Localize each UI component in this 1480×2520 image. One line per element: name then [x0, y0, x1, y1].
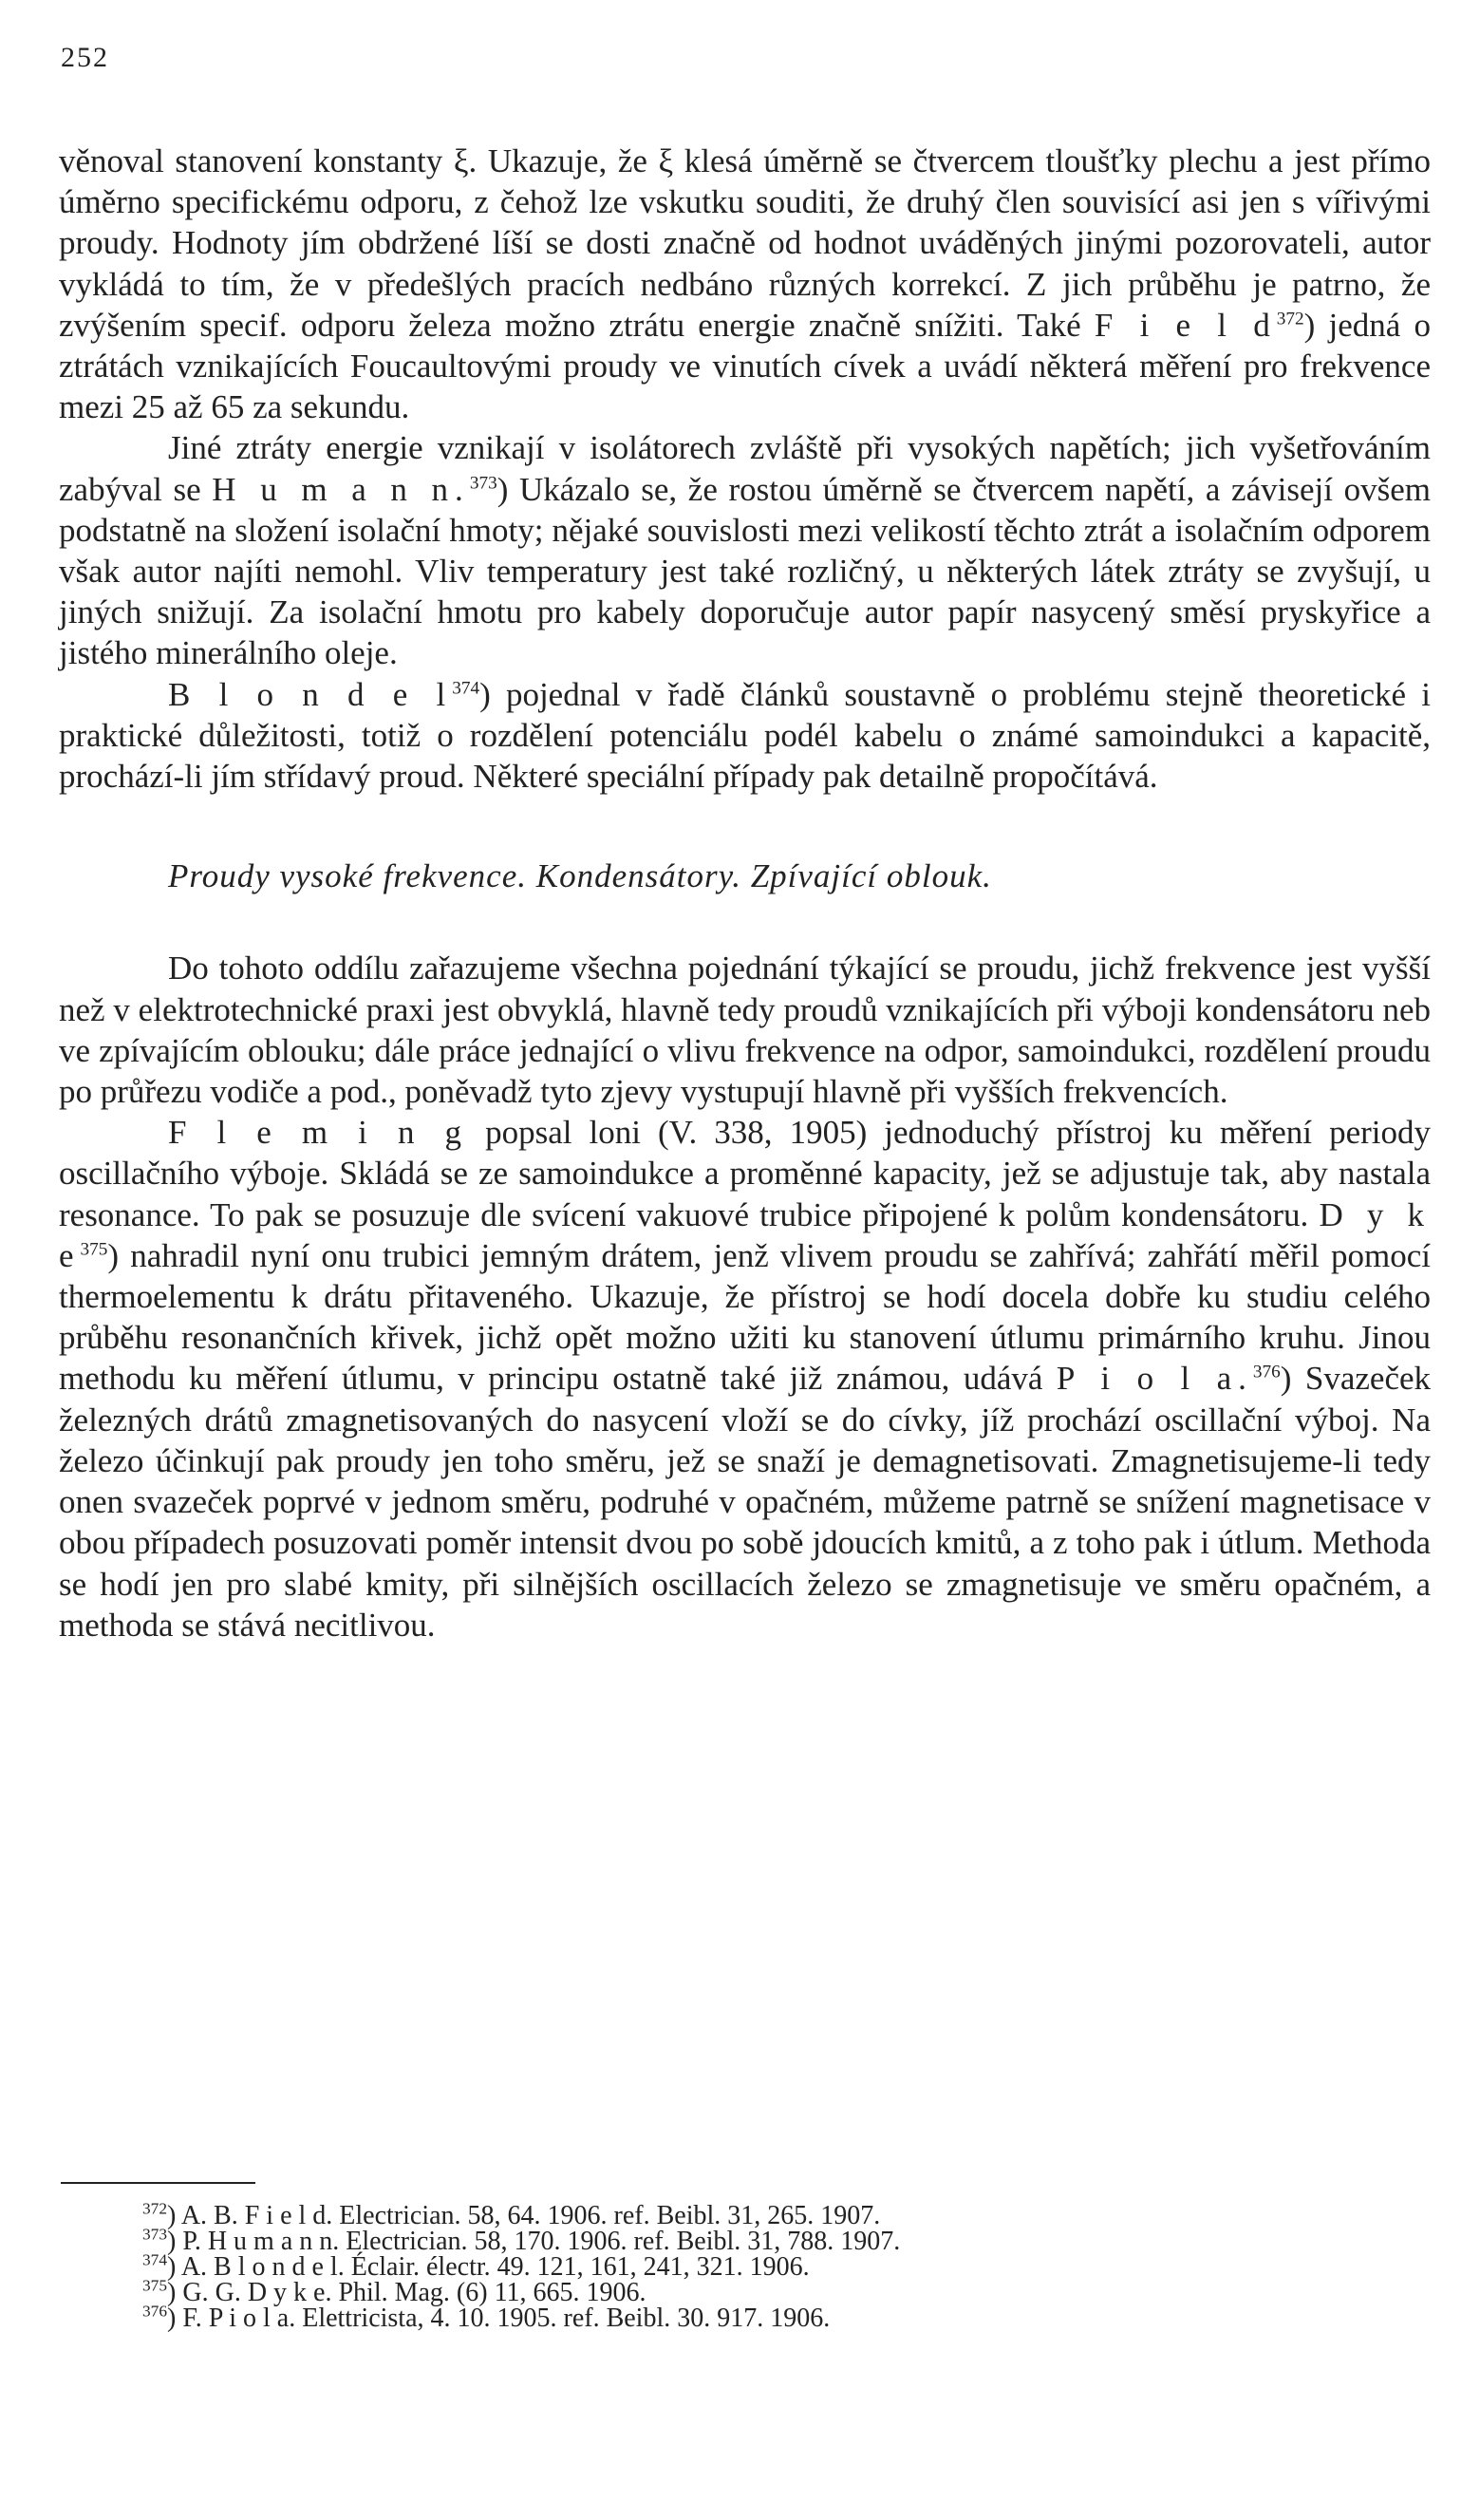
paragraph-5-text-b: ) nahradil nyní onu trubici jemným drátem, jenž vlivem proudu se zahřívá; zahřátí měřil pomocí thermoelementu k drátu přitaveného. Ukazuje, že přístroj se hodí docela dobře ku studiu celého průběhu resonančních křivek, jichž opět možno užiti ku stanovení útlumu primárního kruhu. Jinou methodu ku měření útlumu, v principu ostatně také již známou, udává [59, 1236, 1431, 1398]
author-humann: H u m a n n. [212, 470, 470, 508]
page-number: 252 [61, 42, 109, 73]
author-blondel: B l o n d e l [168, 675, 453, 713]
ref-374: 374 [452, 677, 480, 698]
paragraph-1-text-b: ) jedná o ztrátách vznikajících Foucaultovými proudy ve vinutích cívek a uvádí některá měření pro frekvence mezi 25 až 65 za sekundu. [59, 306, 1432, 426]
author-piola: P i o l a. [1056, 1360, 1253, 1398]
paragraph-5-text-c: ) Svazeček železných drátů zmagnetisovaných do nasycení vloží se do cívky, jíž prochází oscillační výboj. Na železo účinkují pak proudy jen toho směru, jež se snaží je demagnetisovati. Zmagnetisujeme-li tedy onen svazeček poprvé v jednom směru, podruhé v opačném, můžeme patrně se snížení magnetisace v obou případech posuzovati poměr intensit dvou po sobě jdoucích kmitů, a z toho pak i útlum. Methoda se hodí jen pro slabé kmity, při silnějších oscillacích železo se zmagnetisuje ve směru opačném, a methoda se stává necitlivou. [59, 1360, 1432, 1644]
footnote-text: ) A. B l o n d e l. Éclair. électr. 49. 121, 161, 241, 321. 1906. [167, 2252, 810, 2282]
footnote-mark: 374 [142, 2250, 168, 2269]
ref-372: 372 [1276, 309, 1304, 329]
footnote [142, 2302, 1377, 2333]
footnote [142, 2276, 1377, 2307]
main-text [59, 141, 1431, 1646]
footnote [142, 2225, 1377, 2256]
paragraph-2-text-b: ) Ukázalo se, že rostou úměrně se čtvercem napětí, a závisejí ovšem podstatně na složení isolační hmoty; nějaké souvislosti mezi velikostí těchto ztrát a isolačním odporem však autor najíti nemohl. Vliv temperatury jest také rozličný, u některých látek ztráty se zvyšují, u jiných snižují. Za isolační hmotu pro kabely doporučuje autor papír nasycený směsí pryskyřice a jistého minerálního oleje. [59, 470, 1431, 672]
paragraph-2-text-a: Jiné ztráty energie vznikají v isolátorech zvláště při vysokých napětích; jich vyšetřováním zabýval se [59, 429, 1431, 508]
footnote-text: ) G. G. D y k e. Phil. Mag. (6) 11, 665. 1906. [167, 2278, 646, 2307]
ref-375: 375 [80, 1239, 108, 1260]
footnotes [142, 2199, 1377, 2333]
footnote-text: ) F. P i o l a. Elettricista, 4. 10. 1905. ref. Beibl. 30. 917. 1906. [167, 2304, 831, 2333]
author-field: F i e l d [1094, 306, 1277, 344]
footnote-mark: 375 [142, 2276, 168, 2295]
paragraph-1 [59, 141, 1431, 427]
author-fleming: F l e m i n g [168, 1114, 469, 1152]
footnote-mark: 376 [142, 2302, 168, 2321]
paragraph-3-text: ) pojednal v řadě článků soustavně o problému stejně theoretické i praktické důležitosti, totiž o rozdělení potenciálu podél kabelu o známé samoindukci a kapacitě, prochází-li jím střídavý proud. Některé speciální případy pak detailně propočítává. [59, 675, 1432, 796]
author-dyke: D y k e [59, 1195, 1432, 1274]
paragraph-4 [59, 948, 1431, 1112]
footnote-text: ) P. H u m a n n. Electrician. 58, 170. 1906. ref. Beibl. 31, 788. 1907. [167, 2227, 901, 2256]
paragraph-4-text: Do tohoto oddílu zařazujeme všechna pojednání týkající se proudu, jichž frekvence jest vyšší než v elektrotechnické praxi jest obvyklá, hlavně tedy proudů vznikajících při výboji kondensátoru neb ve zpívajícím oblouku; dále práce jednající o vlivu frekvence na odpor, samoindukci, rozdělení proudu po průřezu vodiče a pod., poněvadž tyto zjevy vystupují hlavně při vyšších frekvencích. [59, 950, 1431, 1111]
paragraph-2 [59, 427, 1431, 673]
section-heading: Proudy vysoké frekvence. Kondensátory. Zpívající oblouk. [168, 857, 992, 895]
footnote-mark: 372 [142, 2199, 168, 2218]
footnote-text: ) A. B. F i e l d. Electrician. 58, 64. 1906. ref. Beibl. 31, 265. 1907. [167, 2201, 881, 2230]
paragraph-5-text-a: popsal loni (V. 338, 1905) jednoduchý přístroj ku měření periody oscillačního výboje. Skládá se ze samoindukce a proměnné kapacity, jež se adjustuje tak, aby nastala resonance. To pak se posuzuje dle svícení vakuové trubice připojené k polům kondensátoru. [59, 1114, 1431, 1233]
paragraph-3 [59, 674, 1431, 798]
footnote-divider [61, 2182, 255, 2184]
ref-376: 376 [1252, 1362, 1281, 1382]
paragraph-5 [59, 1112, 1431, 1646]
footnote-mark: 373 [142, 2225, 168, 2244]
paragraph-1-text-a: věnoval stanovení konstanty ξ. Ukazuje, že ξ klesá úměrně se čtvercem tloušťky plechu a jest přímo úměrno specifickému odporu, z čehož lze vskutku souditi, že druhý člen souvisící asi jen s vířivými proudy. Hodnoty jím obdržené líší se dosti značně od hodnot uváděných jinými pozorovateli, autor vykládá to tím, že v předešlých pracích nedbáno různých korrekcí. Z jich průběhu je patrno, že zvýšením specif. odporu železa možno ztrátu energie značně snížiti. Také [59, 142, 1431, 344]
footnote [142, 2199, 1377, 2230]
footnote [142, 2250, 1377, 2282]
ref-373: 373 [469, 472, 497, 493]
